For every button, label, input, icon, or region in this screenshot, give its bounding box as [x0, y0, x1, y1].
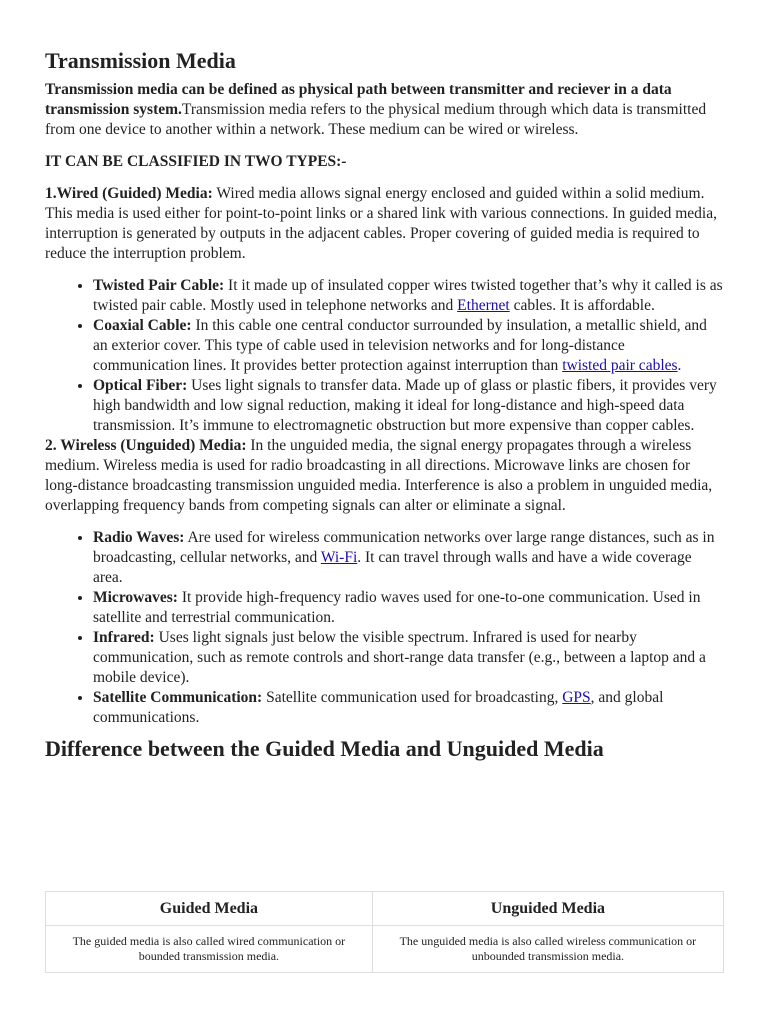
item-label: Radio Waves:: [93, 529, 185, 546]
table-cell: The unguided media is also called wireless communication or unbounded transmission media.: [372, 926, 723, 973]
table-row: [46, 926, 724, 973]
table-cell: The guided media is also called wired communication or bounded transmission media.: [46, 926, 373, 973]
intro-text: Transmission media refers to the physical medium through which data is transmitted from one device to another within a network. These medium can be wired or wireless.: [45, 101, 707, 138]
item-text: Satellite communication used for broadcasting,: [262, 689, 563, 706]
list-item-microwaves: [93, 588, 725, 628]
comparison-table: [45, 891, 724, 973]
item-text: It it made up of insulated copper wires twisted together that’s why it called is as twisted pair cable. Mostly used in telephone networks and: [93, 277, 723, 314]
item-label: Coaxial Cable:: [93, 317, 192, 334]
column-header-unguided: Unguided Media: [372, 892, 723, 926]
list-item-coaxial: [93, 316, 725, 376]
item-text: . It can travel through walls and have a wide coverage area.: [93, 549, 692, 586]
wired-paragraph: [45, 184, 725, 264]
twisted-pair-link[interactable]: twisted pair cables: [562, 357, 678, 374]
table-header-row: [46, 892, 724, 926]
wired-list: [45, 276, 725, 436]
item-label: Optical Fiber:: [93, 377, 188, 394]
wireless-heading: 2. Wireless (Unguided) Media:: [45, 437, 247, 454]
item-text: cables. It is affordable.: [509, 297, 655, 314]
classification-heading: IT CAN BE CLASSIFIED IN TWO TYPES:-: [45, 153, 347, 170]
list-item-satellite: [93, 688, 725, 728]
item-label: Microwaves:: [93, 589, 178, 606]
item-label: Twisted Pair Cable:: [93, 277, 225, 294]
wireless-list: [45, 528, 725, 728]
gps-link[interactable]: GPS: [562, 689, 591, 706]
item-text: Are used for wireless communication networks over large range distances, such as in broadcasting, cellular networks, and: [93, 529, 715, 566]
item-text: .: [677, 357, 682, 374]
list-item-infrared: [93, 628, 725, 688]
item-text: Uses light signals just below the visible spectrum. Infrared is used for nearby communication, such as remote controls and short-range data transfer (e.g., between a laptop and a mobile device).: [93, 629, 706, 686]
item-text: It provide high-frequency radio waves used for one-to-one communication. Used in satellite and terrestrial communication.: [93, 589, 701, 626]
wireless-text: In the unguided media, the signal energy propagates through a wireless medium. Wireless media is used for radio broadcasting in all directions. Microwave links are chosen for long-distance broadcasting transmission unguided media. Interference is also a problem in unguided media, overlapping frequency bands from competing signals can alter or eliminate a signal.: [45, 437, 713, 514]
list-item-twisted-pair: [93, 276, 725, 316]
wired-text: Wired media allows signal energy enclosed and guided within a solid medium. This media is used either for point-to-point links or a shared link with various connections. In guided media, interruption is generated by outputs in the adjacent cables. Proper covering of guided media is required to reduce the interruption problem.: [45, 185, 717, 262]
list-item-radio-waves: [93, 528, 725, 588]
item-text: Uses light signals to transfer data. Made up of glass or plastic fibers, it provides very high bandwidth and low signal reduction, making it ideal for long-distance and high-speed data transmission. It’s immune to electromagnetic obstruction but more expensive than copper cables.: [93, 377, 717, 434]
article: [45, 48, 725, 762]
item-label: Satellite Communication:: [93, 689, 263, 706]
difference-heading: Difference between the Guided Media and Unguided Media: [45, 736, 604, 761]
wireless-paragraph: [45, 436, 725, 516]
wired-heading: 1.Wired (Guided) Media:: [45, 185, 213, 202]
list-item-optical-fiber: [93, 376, 725, 436]
intro-paragraph: [45, 80, 725, 140]
item-text: , and global communications.: [93, 689, 664, 726]
item-label: Infrared:: [93, 629, 155, 646]
intro-bold: Transmission media can be defined as physical path between transmitter and reciever in a data transmission system.: [45, 81, 672, 118]
wifi-link[interactable]: Wi-Fi: [320, 549, 358, 566]
item-text: In this cable one central conductor surrounded by insulation, a metallic shield, and an exterior cover. This type of cable used in television networks and for long-distance communication lines. It provides better protection against interruption than: [93, 317, 707, 374]
ethernet-link[interactable]: Ethernet: [457, 297, 510, 314]
column-header-guided: Guided Media: [46, 892, 373, 926]
page-title: Transmission Media: [45, 48, 236, 73]
